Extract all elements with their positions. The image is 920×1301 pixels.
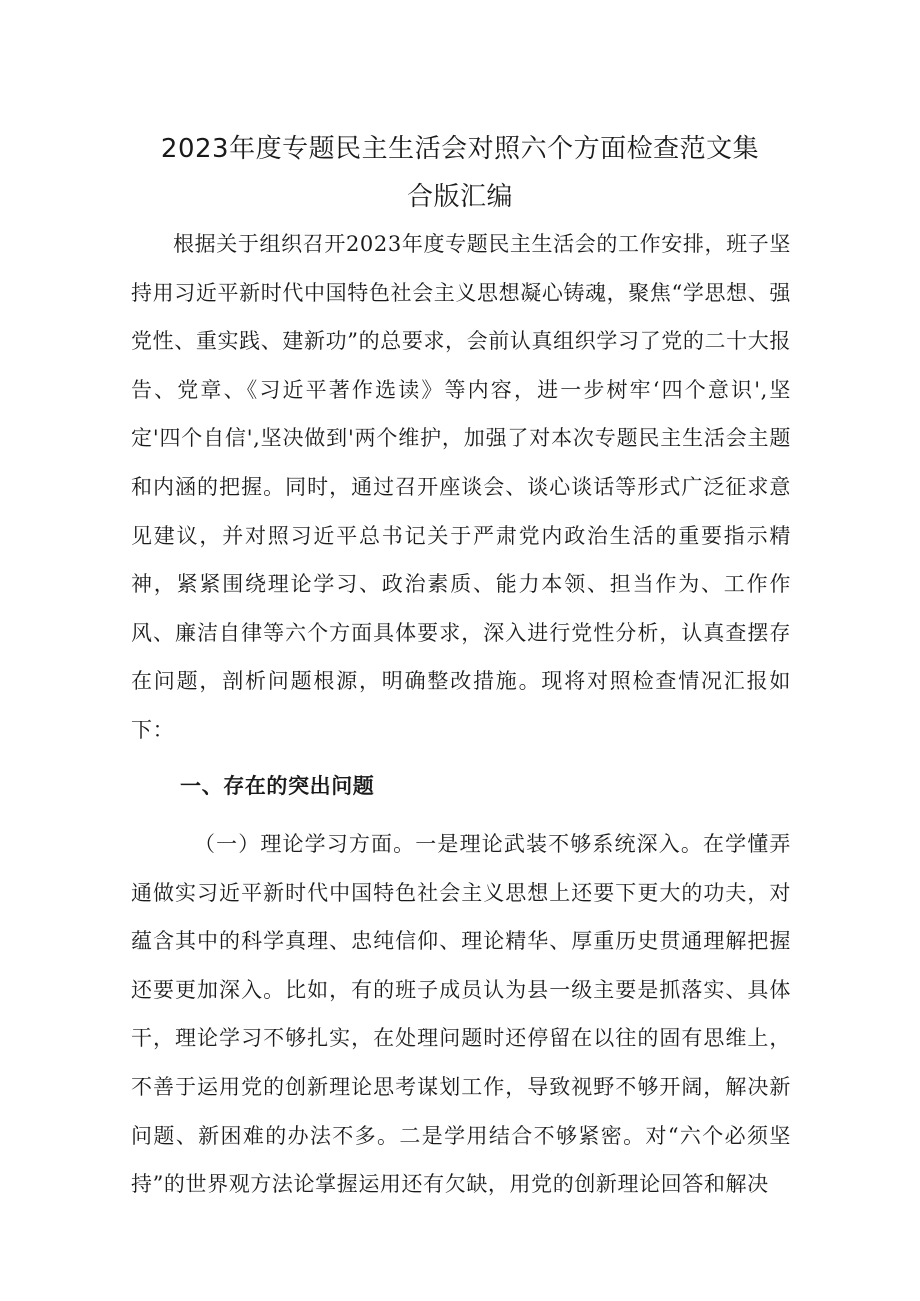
document-title-line2: 合版汇编 bbox=[406, 182, 513, 212]
intro-paragraph: 根据关于组织召开2023年度专题民主生活会的工作安排，班子坚持用习近平新时代中国特色社会主义思想凝心铸魂，聚焦“学思想、强党性、重实践、建新功”的总要求，会前认真组织学习了党的二十大报告、党章、《习近平著作选读》等内容，进一步树牢‘四个意识',坚定'四个自信',坚决做到'两个维护，加强了对本次专题民主生活会主题和内涵的把握。同时，通过召开座谈会、谈心谈话等形式广泛征求意见建议，并对照习近平总书记关于严肃党内政治生活的重要指示精神，紧紧围绕理论学习、政治素质、能力本领、担当作为、工作作风、廉洁自律等六个方面具体要求，深入进行党性分析，认真查摆存在问题，剖析问题根源，明确整改措施。现将对照检查情况汇报如下： bbox=[131, 232, 791, 742]
theory-study-paragraph: （一）理论学习方面。一是理论武装不够系统深入。在学懂弄通做实习近平新时代中国特色社会主义思想上还要下更大的功夫，对蕴含其中的科学真理、忠纯信仰、理论精华、厚重历史贯通理解把握还要更加深入。比如，有的班子成员认为县一级主要是抓落实、具体干，理论学习不够扎实，在处理问题时还停留在以往的固有思维上，不善于运用党的创新理论思考谋划工作，导致视野不够开阔，解决新问题、新困难的办法不多。二是学用结合不够紧密。对“六个必须坚持”的世界观方法论掌握运用还有欠缺，用党的创新理论回答和解决 bbox=[131, 832, 791, 1197]
document-title-line1: 2023年度专题民主生活会对照六个方面检查范文集 bbox=[160, 134, 760, 164]
section-heading-problems: 一、存在的突出问题 bbox=[180, 773, 375, 798]
